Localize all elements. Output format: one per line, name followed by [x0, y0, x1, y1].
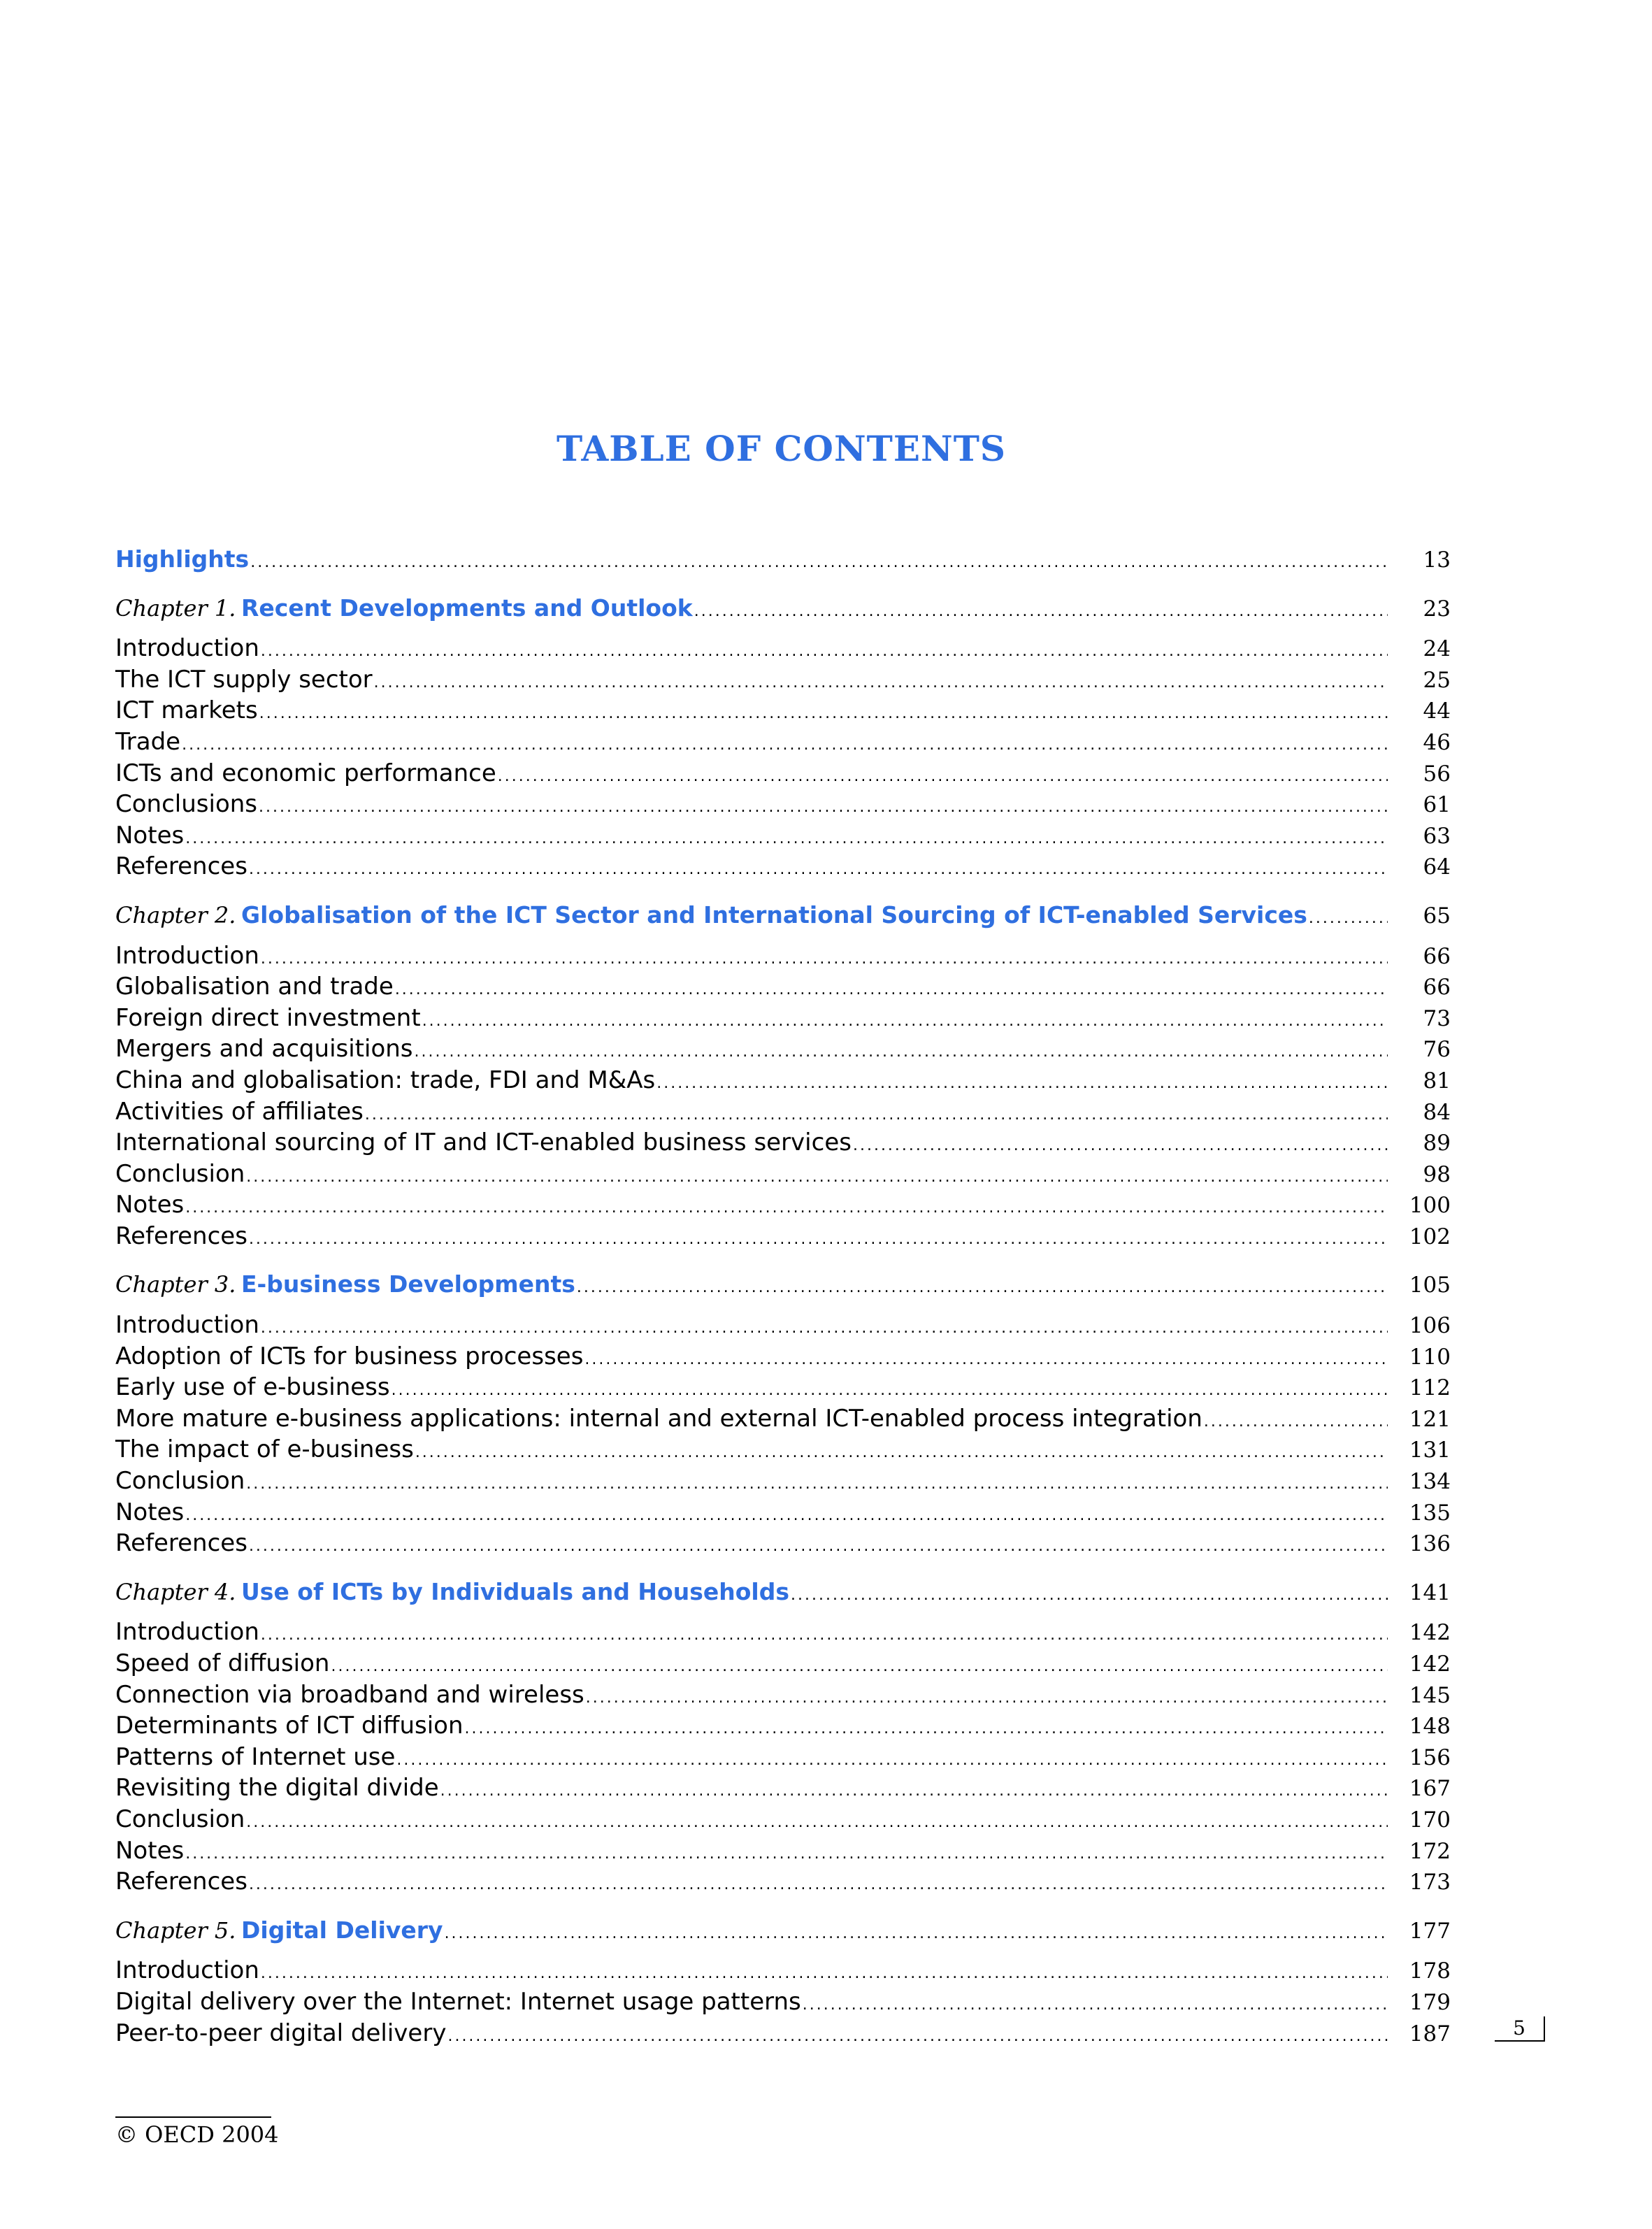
page-ref: 156 — [1409, 1744, 1451, 1770]
page-ref: 63 — [1423, 823, 1451, 849]
dot-leader — [185, 1839, 1388, 1870]
entry-text: Foreign direct investment — [115, 1003, 421, 1032]
chapter-5-section — [115, 1915, 1451, 2049]
highlights-title: Highlights — [115, 545, 250, 573]
entry-text: ICT markets — [115, 696, 258, 725]
page-ref: 112 — [1409, 1375, 1451, 1401]
dot-leader — [261, 636, 1388, 668]
chapter-title: Digital Delivery — [241, 1916, 443, 1944]
toc-entry[interactable] — [115, 1465, 1451, 1497]
dot-leader — [656, 1068, 1388, 1100]
dot-leader — [465, 1714, 1388, 1745]
page-ref: 73 — [1423, 1005, 1451, 1031]
page-ref: 106 — [1409, 1313, 1451, 1339]
entry-text: Conclusion — [115, 1467, 245, 1496]
page-ref: 142 — [1409, 1620, 1451, 1646]
toc-entry[interactable] — [115, 1528, 1451, 1559]
page-ref: 178 — [1409, 1958, 1451, 1984]
entry-text: Mergers and acquisitions — [115, 1035, 413, 1063]
dot-leader — [249, 854, 1388, 886]
toc-entry[interactable] — [115, 1096, 1451, 1128]
page-ref: 44 — [1423, 698, 1451, 724]
page-ref: 110 — [1409, 1344, 1451, 1370]
entry-text: Introduction — [115, 941, 259, 970]
dot-leader — [246, 1469, 1388, 1500]
entry-text: Activities of affiliates — [115, 1097, 364, 1126]
chapter-heading[interactable] — [115, 1915, 1451, 1947]
dot-leader — [249, 1224, 1388, 1256]
entry-text: The impact of e-business — [115, 1435, 414, 1464]
chapter-title: Use of ICTs by Individuals and Households — [241, 1577, 789, 1605]
toc-entry-highlights[interactable] — [115, 544, 1451, 575]
entry-text: Speed of diffusion — [115, 1649, 330, 1677]
page-ref: 66 — [1423, 943, 1451, 969]
entry-text: The ICT supply sector — [115, 665, 373, 694]
toc-entry[interactable] — [115, 1986, 1451, 2018]
dot-leader — [584, 1345, 1388, 1376]
toc-entry[interactable] — [115, 1710, 1451, 1742]
toc-entry[interactable] — [115, 1648, 1451, 1679]
toc-entry[interactable] — [115, 940, 1451, 972]
toc-entry[interactable] — [115, 1189, 1451, 1221]
page-ref: 148 — [1409, 1714, 1451, 1740]
toc-entry[interactable] — [115, 820, 1451, 852]
page-ref: 81 — [1423, 1068, 1451, 1094]
page-ref: 64 — [1423, 854, 1451, 880]
page-ref: 134 — [1409, 1469, 1451, 1495]
toc-entry[interactable] — [115, 2018, 1451, 2049]
toc-entry[interactable] — [115, 1434, 1451, 1465]
toc-entry[interactable] — [115, 695, 1451, 726]
page-ref: 131 — [1409, 1438, 1451, 1463]
dot-leader — [185, 1500, 1388, 1532]
dot-leader — [182, 730, 1388, 761]
dot-leader — [445, 1919, 1388, 1950]
dot-leader — [791, 1580, 1388, 1612]
page-ref: 61 — [1423, 792, 1451, 818]
toc-entry[interactable] — [115, 1065, 1451, 1096]
page-ref: 177 — [1409, 1918, 1451, 1944]
page-ref: 76 — [1423, 1037, 1451, 1063]
toc-entry[interactable] — [115, 971, 1451, 1003]
chapter-1-section — [115, 593, 1451, 882]
entry-text: ICTs and economic performance — [115, 759, 496, 787]
chapter-title: Globalisation of the ICT Sector and International Sourcing of ICT-enabled Services — [241, 901, 1307, 929]
toc-entry[interactable] — [115, 1679, 1451, 1711]
chapter-heading[interactable] — [115, 1577, 1451, 1608]
dot-leader — [498, 761, 1388, 793]
entry-text: References — [115, 1221, 247, 1250]
toc-entry[interactable] — [115, 1159, 1451, 1190]
copyright-footer: © OECD 2004 — [115, 2121, 279, 2148]
page-ref: 136 — [1409, 1531, 1451, 1557]
dot-leader — [259, 698, 1388, 730]
entry-text: Adoption of ICTs for business processes — [115, 1342, 584, 1370]
chapter-heading[interactable] — [115, 593, 1451, 624]
chapter-2-section — [115, 900, 1451, 1252]
toc-entry[interactable] — [115, 1772, 1451, 1804]
toc-entry[interactable] — [115, 1221, 1451, 1252]
entry-text: Trade — [115, 727, 181, 756]
toc-entry[interactable] — [115, 1866, 1451, 1898]
page-ref: 98 — [1423, 1161, 1451, 1187]
page-ref: 13 — [1423, 547, 1451, 573]
dot-leader — [447, 2021, 1388, 2053]
dot-leader — [577, 1273, 1388, 1304]
chapter-title: E-business Developments — [241, 1270, 575, 1298]
dot-leader — [261, 944, 1388, 975]
toc-entry[interactable] — [115, 758, 1451, 789]
entry-text: Connection via broadband and wireless — [115, 1680, 584, 1709]
dot-leader — [396, 1745, 1388, 1777]
entry-text: Determinants of ICT diffusion — [115, 1712, 464, 1740]
chapter-label: Chapter 1. — [115, 594, 236, 622]
page-ref: 56 — [1423, 761, 1451, 787]
entry-text: Notes — [115, 1191, 185, 1219]
dot-leader — [249, 1531, 1388, 1563]
entry-text: China and globalisation: trade, FDI and M&As — [115, 1066, 656, 1094]
entry-text: Patterns of Internet use — [115, 1742, 396, 1771]
dot-leader — [374, 668, 1388, 699]
page-title: TABLE OF CONTENTS — [556, 428, 1007, 469]
toc-entry[interactable] — [115, 1955, 1451, 1986]
page-ref: 66 — [1423, 975, 1451, 1001]
toc-entry[interactable] — [115, 1742, 1451, 1773]
dot-leader — [395, 975, 1388, 1006]
entry-text: Introduction — [115, 1956, 259, 1985]
chapter-label: Chapter 3. — [115, 1271, 236, 1298]
table-of-contents — [115, 544, 1451, 2066]
dot-leader — [185, 1193, 1388, 1224]
dot-leader — [261, 1620, 1388, 1651]
dot-leader — [365, 1100, 1388, 1131]
page-ref: 167 — [1409, 1776, 1451, 1802]
dot-leader — [331, 1651, 1388, 1683]
entry-text: Peer-to-peer digital delivery — [115, 2019, 447, 2047]
chapter-heading[interactable] — [115, 1269, 1451, 1300]
entry-text: References — [115, 1529, 247, 1558]
toc-entry[interactable] — [115, 1403, 1451, 1435]
entry-text: More mature e-business applications: internal and external ICT-enabled process integration — [115, 1404, 1202, 1433]
toc-entry[interactable] — [115, 1804, 1451, 1835]
dot-leader — [250, 547, 1388, 579]
entry-text: Early use of e-business — [115, 1373, 390, 1402]
toc-entry[interactable] — [115, 789, 1451, 820]
entry-text: Globalisation and trade — [115, 973, 394, 1001]
page-ref: 170 — [1409, 1807, 1451, 1833]
dot-leader — [803, 1990, 1388, 2021]
dot-leader — [261, 1958, 1388, 1990]
page-ref: 105 — [1409, 1273, 1451, 1298]
page-ref: 84 — [1423, 1099, 1451, 1125]
chapter-label: Chapter 2. — [115, 901, 236, 929]
dot-leader — [1204, 1407, 1388, 1438]
toc-entry[interactable] — [115, 664, 1451, 696]
toc-entry[interactable] — [115, 1310, 1451, 1341]
dot-leader — [392, 1375, 1388, 1407]
page-ref: 24 — [1423, 636, 1451, 662]
page-ref: 187 — [1409, 2021, 1451, 2047]
page-ref: 89 — [1423, 1131, 1451, 1156]
chapter-heading[interactable] — [115, 900, 1451, 931]
entry-text: Revisiting the digital divide — [115, 1774, 439, 1802]
toc-entry[interactable] — [115, 1835, 1451, 1867]
entry-text: Introduction — [115, 634, 259, 663]
dot-leader — [246, 1807, 1388, 1839]
entry-text: Notes — [115, 821, 185, 850]
toc-entry[interactable] — [115, 851, 1451, 882]
dot-leader — [261, 1313, 1388, 1345]
entry-text: References — [115, 852, 247, 881]
entry-text: International sourcing of IT and ICT-enabled business services — [115, 1128, 852, 1157]
page-ref: 121 — [1409, 1406, 1451, 1432]
toc-entry[interactable] — [115, 1497, 1451, 1528]
page-ref: 135 — [1409, 1500, 1451, 1526]
chapter-title: Recent Developments and Outlook — [241, 594, 693, 622]
entry-text: Notes — [115, 1498, 185, 1526]
entry-text: Notes — [115, 1836, 185, 1865]
footer-divider — [115, 2116, 271, 2118]
highlights-section — [115, 544, 1451, 575]
dot-leader — [259, 792, 1388, 824]
page-ref: 25 — [1423, 667, 1451, 693]
page-ref: 23 — [1423, 596, 1451, 622]
dot-leader — [246, 1162, 1388, 1194]
page-ref: 46 — [1423, 729, 1451, 755]
dot-leader — [415, 1438, 1388, 1469]
toc-entry[interactable] — [115, 633, 1451, 664]
page-ref: 65 — [1423, 903, 1451, 929]
toc-entry[interactable] — [115, 1341, 1451, 1372]
entry-text: Introduction — [115, 1311, 259, 1340]
entry-text: Conclusion — [115, 1805, 245, 1833]
entry-text: Digital delivery over the Internet: Internet usage patterns — [115, 1987, 801, 2016]
toc-entry[interactable] — [115, 1003, 1451, 1034]
page-ref: 179 — [1409, 1989, 1451, 2015]
page-ref: 172 — [1409, 1838, 1451, 1864]
dot-leader — [422, 1006, 1388, 1038]
entry-text: References — [115, 1868, 247, 1896]
entry-text: Introduction — [115, 1618, 259, 1647]
page-number: 5 — [1495, 2016, 1545, 2042]
toc-entry[interactable] — [115, 1617, 1451, 1648]
dot-leader — [853, 1131, 1388, 1162]
chapter-label: Chapter 4. — [115, 1578, 236, 1605]
toc-entry[interactable] — [115, 1127, 1451, 1159]
page-ref: 100 — [1409, 1193, 1451, 1219]
page-ref: 141 — [1409, 1579, 1451, 1605]
page-ref: 173 — [1409, 1870, 1451, 1895]
page-ref: 145 — [1409, 1682, 1451, 1708]
dot-leader — [586, 1683, 1388, 1714]
chapter-4-section — [115, 1577, 1451, 1898]
dot-leader — [415, 1037, 1388, 1068]
dot-leader — [249, 1870, 1388, 1901]
entry-text: Conclusions — [115, 790, 258, 819]
toc-entry[interactable] — [115, 1033, 1451, 1065]
page-ref: 142 — [1409, 1651, 1451, 1677]
toc-entry[interactable] — [115, 726, 1451, 758]
toc-entry[interactable] — [115, 1372, 1451, 1403]
chapter-label: Chapter 5. — [115, 1916, 236, 1944]
page-ref: 102 — [1409, 1224, 1451, 1249]
dot-leader — [1309, 903, 1388, 935]
entry-text: Conclusion — [115, 1159, 245, 1188]
chapter-3-section — [115, 1269, 1451, 1558]
dot-leader — [185, 824, 1388, 855]
dot-leader — [694, 596, 1388, 628]
dot-leader — [440, 1776, 1388, 1807]
